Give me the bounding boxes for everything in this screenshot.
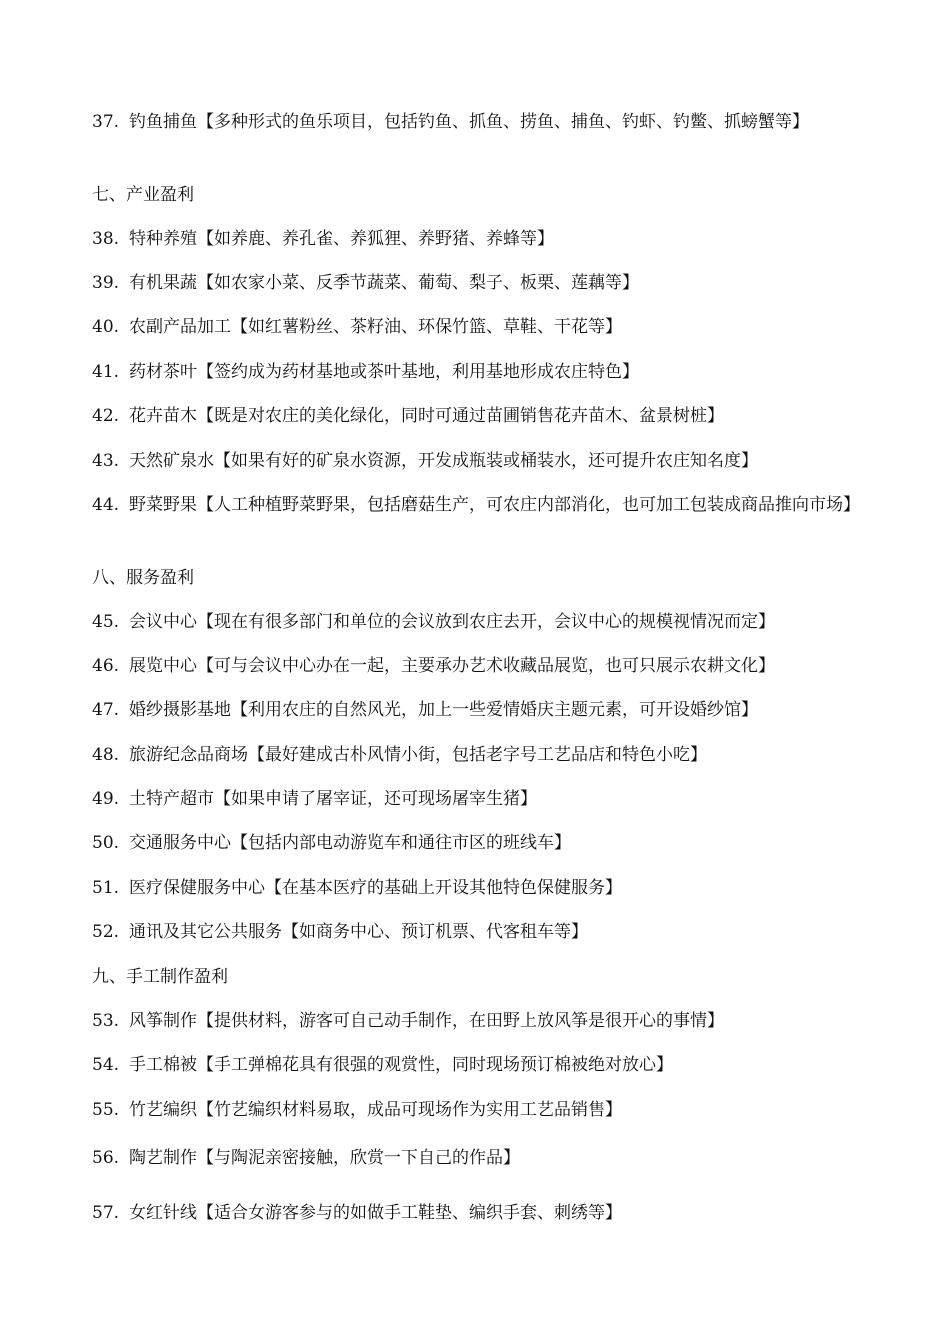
item-title: 风筝制作: [129, 1011, 198, 1031]
list-item-51: [92, 873, 872, 903]
section-heading-service: 八、服务盈利: [92, 568, 194, 588]
list-item-54: [92, 1050, 872, 1080]
item-title: 有机果蔬: [129, 273, 198, 293]
item-description: 【与陶泥亲密接触，欣赏一下自己的作品】: [197, 1148, 521, 1168]
list-item-43: [92, 446, 872, 476]
list-item-57: [92, 1198, 872, 1228]
item-title: 女红针线: [129, 1203, 198, 1223]
item-title: 农副产品加工: [129, 317, 232, 337]
item-description: 【竹艺编织材料易取，成品可现场作为实用工艺品销售】: [197, 1100, 623, 1120]
item-title: 特种养殖: [129, 229, 198, 249]
list-item-46: [92, 651, 872, 681]
item-description: 【如养鹿、养孔雀、养狐狸、养野猪、养蜂等】: [197, 229, 555, 249]
list-item-42: [92, 401, 872, 431]
list-item-40: [92, 312, 872, 342]
item-description: 【人工种植野菜野果，包括磨菇生产，可农庄内部消化，也可加工包装成商品推向市场】: [197, 495, 861, 515]
item-number: 42.: [92, 406, 120, 426]
item-description: 【多种形式的鱼乐项目，包括钓鱼、抓鱼、捞鱼、捕鱼、钓虾、钓鳖、抓螃蟹等】: [197, 112, 810, 132]
item-title: 陶艺制作: [129, 1148, 198, 1168]
item-number: 44.: [92, 495, 120, 515]
item-description: 【如红薯粉丝、茶籽油、环保竹篮、草鞋、干花等】: [231, 317, 623, 337]
item-number: 39.: [92, 273, 120, 293]
item-number: 57.: [92, 1203, 120, 1223]
item-title: 土特产超市: [129, 789, 215, 809]
item-title: 药材茶叶: [129, 362, 198, 382]
item-description: 【既是对农庄的美化绿化，同时可通过苗圃销售花卉苗木、盆景树桩】: [197, 406, 725, 426]
item-description: 【如果申请了屠宰证，还可现场屠宰生猪】: [214, 789, 538, 809]
list-item-37: [92, 107, 872, 137]
list-item-45: [92, 607, 872, 637]
item-title: 天然矿泉水: [129, 451, 215, 471]
item-number: 53.: [92, 1011, 120, 1031]
item-title: 婚纱摄影基地: [129, 700, 232, 720]
item-description: 【签约成为药材基地或茶叶基地，利用基地形成农庄特色】: [197, 362, 640, 382]
item-description: 【在基本医疗的基础上开设其他特色保健服务】: [265, 878, 623, 898]
item-number: 54.: [92, 1055, 120, 1075]
item-description: 【最好建成古朴风情小街，包括老字号工艺品店和特色小吃】: [248, 745, 708, 765]
item-description: 【如果有好的矿泉水资源，开发成瓶装或桶装水，还可提升农庄知名度】: [214, 451, 759, 471]
item-description: 【如农家小菜、反季节蔬菜、葡萄、梨子、板栗、莲藕等】: [197, 273, 640, 293]
item-number: 46.: [92, 656, 120, 676]
item-description: 【提供材料，游客可自己动手制作，在田野上放风筝是很开心的事情】: [197, 1011, 725, 1031]
list-item-48: [92, 740, 872, 770]
item-number: 41.: [92, 362, 120, 382]
item-number: 40.: [92, 317, 120, 337]
list-item-49: [92, 784, 872, 814]
item-number: 47.: [92, 700, 120, 720]
item-number: 45.: [92, 612, 120, 632]
list-item-39: [92, 268, 872, 298]
item-number: 37.: [92, 112, 120, 132]
list-item-53: [92, 1006, 872, 1036]
item-description: 【手工弹棉花具有很强的观赏性，同时现场预订棉被绝对放心】: [197, 1055, 674, 1075]
item-title: 野菜野果: [129, 495, 198, 515]
item-title: 展览中心: [129, 656, 198, 676]
list-item-41: [92, 357, 872, 387]
item-title: 花卉苗木: [129, 406, 198, 426]
item-description: 【适合女游客参与的如做手工鞋垫、编织手套、刺绣等】: [197, 1203, 623, 1223]
item-title: 竹艺编织: [129, 1100, 198, 1120]
item-number: 48.: [92, 745, 120, 765]
item-title: 医疗保健服务中心: [129, 878, 266, 898]
list-item-55: [92, 1095, 872, 1125]
item-number: 38.: [92, 229, 120, 249]
item-number: 51.: [92, 878, 120, 898]
item-description: 【利用农庄的自然风光，加上一些爱情婚庆主题元素，可开设婚纱馆】: [231, 700, 759, 720]
item-description: 【如商务中心、预订机票、代客租车等】: [282, 922, 589, 942]
item-number: 52.: [92, 922, 120, 942]
item-number: 56.: [92, 1148, 120, 1168]
section-heading-industry: 七、产业盈利: [92, 185, 194, 205]
item-number: 50.: [92, 833, 120, 853]
item-title: 钓鱼捕鱼: [129, 112, 198, 132]
item-number: 49.: [92, 789, 120, 809]
item-number: 55.: [92, 1100, 120, 1120]
item-title: 交通服务中心: [129, 833, 232, 853]
item-description: 【现在有很多部门和单位的会议放到农庄去开，会议中心的规模视情况而定】: [197, 612, 776, 632]
item-title: 会议中心: [129, 612, 198, 632]
item-title: 通讯及其它公共服务: [129, 922, 283, 942]
section-heading-handicraft: 九、手工制作盈利: [92, 967, 228, 987]
list-item-47: [92, 695, 872, 725]
list-item-44: [92, 490, 872, 520]
list-item-52: [92, 917, 872, 947]
item-number: 43.: [92, 451, 120, 471]
list-item-56: [92, 1143, 872, 1173]
item-title: 手工棉被: [129, 1055, 198, 1075]
item-title: 旅游纪念品商场: [129, 745, 249, 765]
item-description: 【包括内部电动游览车和通往市区的班线车】: [231, 833, 572, 853]
list-item-50: [92, 828, 872, 858]
list-item-38: [92, 224, 872, 254]
item-description: 【可与会议中心办在一起，主要承办艺术收藏品展览，也可只展示农耕文化】: [197, 656, 776, 676]
